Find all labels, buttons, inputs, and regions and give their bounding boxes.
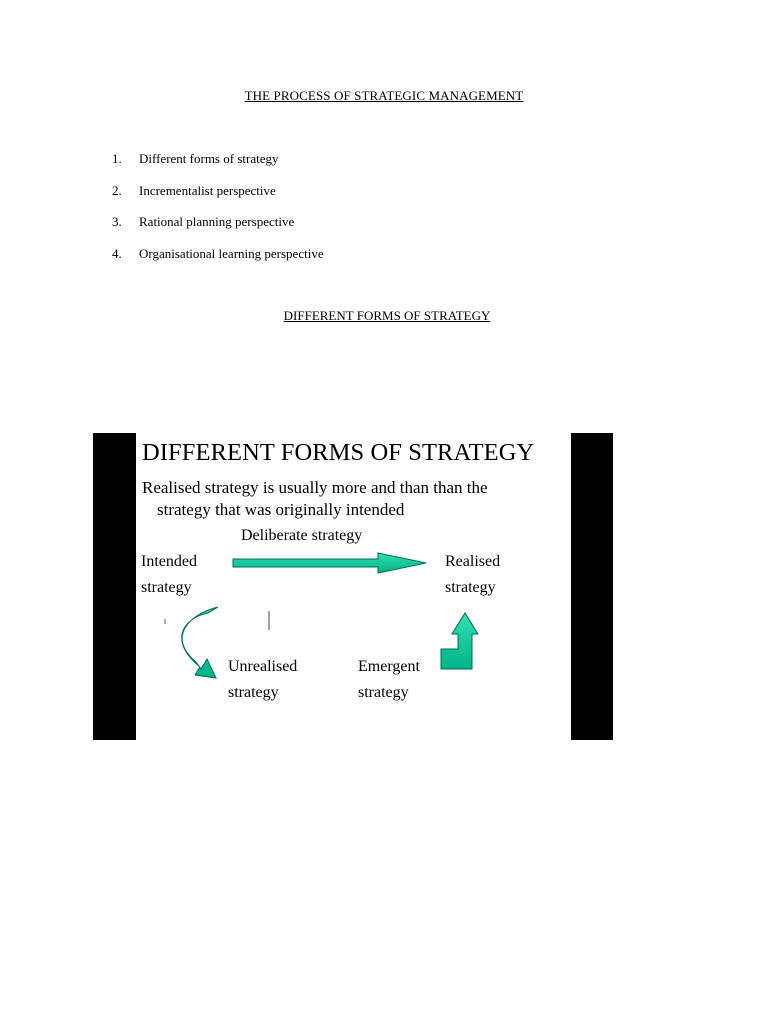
slide-subtitle-line-1: Realised strategy is usually more and than than the [142, 478, 488, 497]
unrealised-curved-arrow [182, 607, 218, 678]
unrealised-strategy-label-line-1: Unrealised [228, 658, 298, 675]
list-item-number: 2. [112, 182, 122, 198]
list-item [112, 213, 324, 245]
list-item-text: Incrementalist perspective [139, 182, 276, 198]
intended-strategy-label-line-1: Intended [141, 553, 197, 570]
list-item-text: Organisational learning perspective [139, 245, 324, 261]
document-title: THE PROCESS OF STRATEGIC MANAGEMENT [244, 88, 524, 103]
strategy-arrows [136, 433, 571, 740]
section-heading: DIFFERENT FORMS OF STRATEGY [283, 308, 491, 323]
slide-title: DIFFERENT FORMS OF STRATEGY [142, 439, 535, 466]
slide-content [136, 433, 571, 740]
list-item [112, 150, 324, 182]
realised-strategy-label-line-2: strategy [445, 579, 496, 596]
list-item-number: 4. [112, 245, 122, 261]
emergent-bent-arrow [441, 613, 478, 669]
contents-list [112, 150, 324, 276]
list-item [112, 182, 324, 214]
list-item [112, 245, 324, 277]
unrealised-strategy-label-line-2: strategy [228, 684, 279, 701]
list-item-text: Different forms of strategy [139, 151, 279, 166]
deliberate-arrow [233, 553, 426, 573]
emergent-strategy-label-line-2: strategy [358, 684, 409, 701]
slide-subtitle-line-2: strategy that was originally intended [157, 500, 405, 519]
list-item-number: 3. [112, 214, 122, 229]
intended-strategy-label-line-2: strategy [141, 579, 192, 596]
realised-strategy-label-line-1: Realised [445, 553, 501, 570]
deliberate-strategy-label: Deliberate strategy [241, 527, 363, 544]
list-item-text: Rational planning perspective [139, 214, 295, 229]
slide-image [93, 433, 613, 740]
list-item-number: 1. [112, 151, 122, 166]
emergent-strategy-label-line-1: Emergent [358, 658, 420, 675]
